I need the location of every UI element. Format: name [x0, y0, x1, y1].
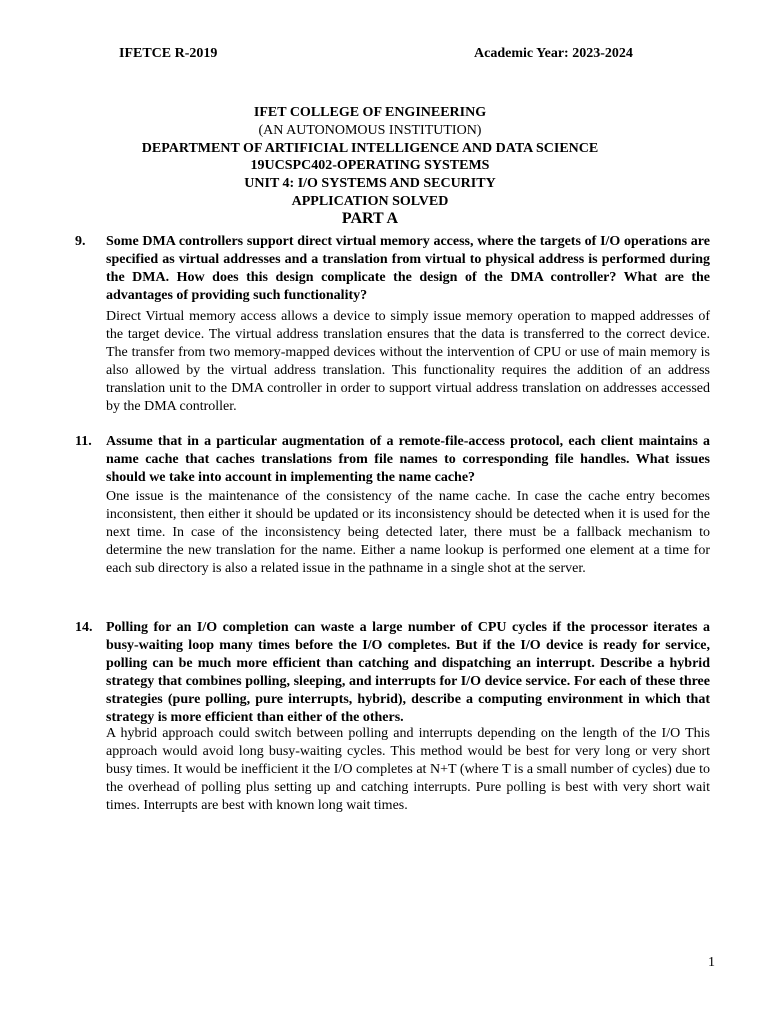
question-text: Polling for an I/O completion can waste a large number of CPU cycles if the processor iterates a busy-waiting loop many times before the I/O completes. But if the I/O device is ready for service, polling can be much more efficient than catching and dispatching an interrupt. Describe a hybrid strategy that combines polling, sleeping, and interrupts for I/O device service. For each of these three strategies (pure polling, pure interrupts, hybrid), describe a computing environment in which that strategy is more efficient than either of the others. — [106, 620, 710, 725]
title-block — [0, 104, 740, 211]
question-text: Assume that in a particular augmentation of a remote-file-access protocol, each client maintains a name cache that caches translations from file names to corresponding file handles. What issues should we take into account in implementing the name cache? — [106, 434, 710, 485]
question-number: 11. — [75, 434, 92, 449]
answer-text: One issue is the maintenance of the consistency of the name cache. In case the cache entry becomes inconsistent, then either it should be updated or its inconsistency should be detected when it is used for the next time. In case of the inconsistency being detected later, there must be a fallback mechanism to determine the new translation for the name. Either a name lookup is performed one element at a time for each sub directory is also a related issue in the pathname in a single shot at the server. — [106, 489, 710, 576]
college-name: IFET COLLEGE OF ENGINEERING — [253, 105, 487, 120]
header-academic-year: Academic Year: 2023-2024 — [474, 46, 633, 61]
unit-title: UNIT 4: I/O SYSTEMS AND SECURITY — [244, 176, 496, 192]
course-code: 19UCSPC402-OPERATING SYSTEMS — [250, 158, 490, 174]
question-text: Some DMA controllers support direct virtual memory access, where the targets of I/O operations are specified as virtual addresses and a translation from virtual to physical address is performed during the DMA. How does this design complicate the design of the DMA controller? What are the advantages of providing such functionality? — [106, 234, 710, 303]
answer-text: A hybrid approach could switch between polling and interrupts depending on the length of the I/O This approach would avoid long busy-waiting cycles. This method would be best for very long or very short busy times. It would be inefficient it the I/O completes at N+T (where T is a small number of cycles) due to the overhead of polling plus setting up and catching interrupts. Pure polling is best with very short wait times. Interrupts are best with known long wait times. — [106, 726, 710, 813]
part-heading: PART A — [341, 210, 399, 227]
institution-type: (AN AUTONOMOUS INSTITUTION) — [258, 122, 482, 138]
page-number: 1 — [708, 955, 715, 970]
department-name: DEPARTMENT OF ARTIFICIAL INTELLIGENCE AND DATA SCIENCE — [141, 140, 599, 156]
section-subtitle: APPLICATION SOLVED — [291, 193, 449, 209]
header-regulation: IFETCE R-2019 — [119, 46, 218, 61]
question-number: 14. — [75, 620, 93, 635]
answer-text: Direct Virtual memory access allows a device to simply issue memory operation to mapped addresses of the target device. The virtual address translation ensures that the data is transferred to the correct device. The transfer from two memory-mapped devices without the intervention of CPU or use of main memory is also allowed by the virtual address translation. This functionality requires the addition of an address translation unit to the DMA controller in order to support virtual address translation on addresses accessed by the DMA controller. — [106, 309, 710, 414]
question-number: 9. — [75, 234, 86, 249]
